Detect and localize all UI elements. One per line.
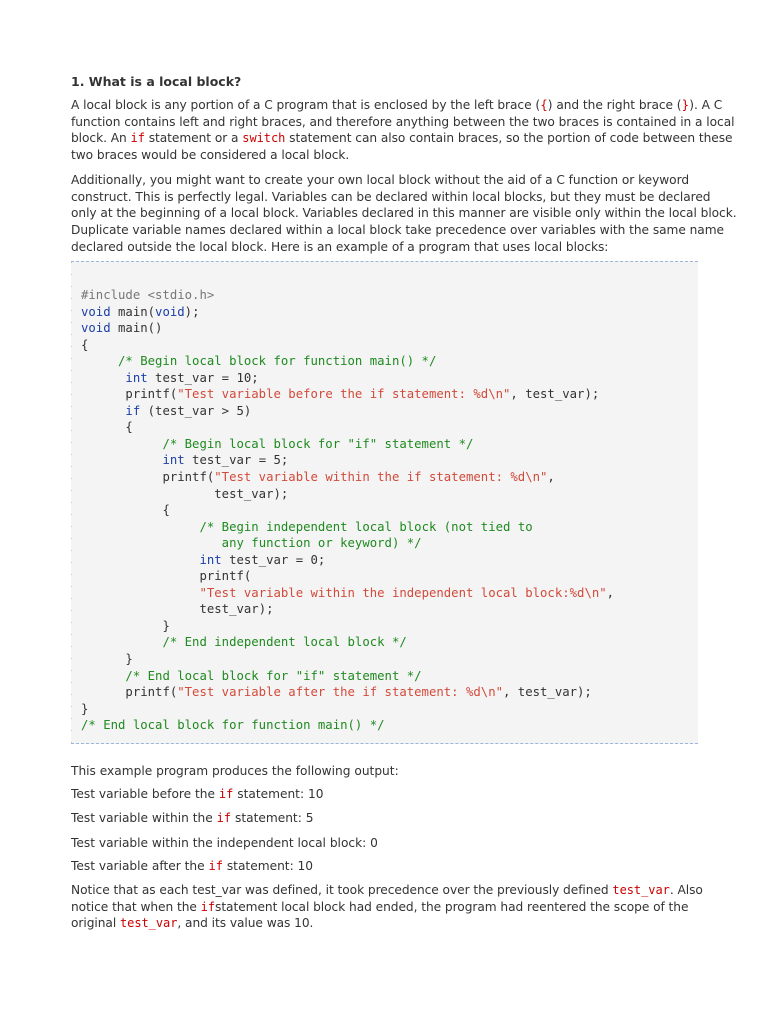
output-line-2: Test variable within the if statement: 5 [71,811,314,825]
output-intro: This example program produces the following output: [71,764,399,778]
question-heading: 1. What is a local block? [71,74,242,89]
code-listing: #include <stdio.h> void main(void); void main() { /* Begin local block for function main() */ int test_var = 10; printf("Test variable before the if statement: %d\n", test_var); if (test_var > 5) { /* Begin local block for "if" statement */ int test_var = 5; printf("Test variable within the if statement: %d\n", test_var); { /* Begin independent local block (not tied to any function or keyword) */ int test_var = 0; printf( "Test variable within the independent local block:%d\n", test_var); } /* End independent local block */ } /* End local block for "if" statement */ printf("Test variable after the if statement: %d\n", test_var); } /* End local block for function main() */ [81,288,615,733]
output-line-3: Test variable within the independent local block: 0 [71,836,378,850]
output-line-4: Test variable after the if statement: 10 [71,859,314,873]
output-line-1: Test variable before the if statement: 10 [71,787,324,801]
paragraph-local-block-definition: A local block is any portion of a C program that is enclosed by the left brace ({) and the right brace (}). A C function contains left and right braces, and therefore anything between the two braces is contained in a local block. An if statement or a switch statement can also contain braces, so the portion of code between these two braces would be considered a local block. [71,98,735,163]
paragraph-own-local-block: Additionally, you might want to create your own local block without the aid of a C function or keyword construct. This is perfectly legal. Variables can be declared within local blocks, but they must be declared only at the beginning of a local block. Variables declared in this manner are visible only within the local block. Duplicate variable names declared within a local block take precedence over variables with the same name declared outside the local block. Here is an example of a program that uses local blocks: [71,173,737,254]
paragraph-scope-notice: Notice that as each test_var was defined, it took precedence over the previously defined test_var. Also notice that when the ifstatement local block had ended, the program had reentered the scope of the original test_var, and its value was 10. [71,883,703,931]
code-example [71,261,698,744]
keyword-if: if [130,131,145,146]
keyword-switch: switch [242,131,286,146]
